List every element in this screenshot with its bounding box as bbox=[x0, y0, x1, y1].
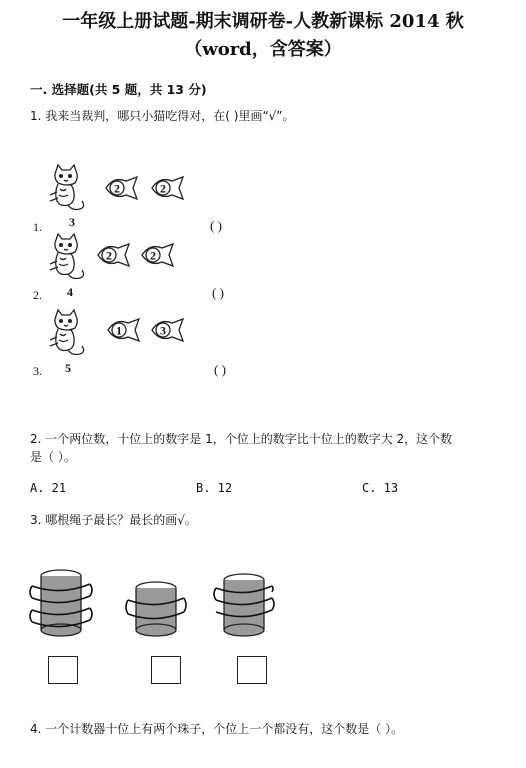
fish-icon bbox=[104, 175, 138, 201]
fish-number: 3 bbox=[160, 323, 166, 338]
option-a[interactable]: A. 21 bbox=[30, 481, 67, 495]
cat-icon bbox=[48, 234, 88, 284]
answer-paren[interactable]: ( ) bbox=[214, 362, 226, 377]
document-title-line1: 一年级上册试题-期末调研卷-人教新课标 2014 秋 bbox=[62, 11, 464, 32]
fish-number: 2 bbox=[150, 248, 156, 263]
row-label: 3. bbox=[33, 364, 42, 378]
fish-number: 2 bbox=[160, 181, 166, 196]
option-c[interactable]: C. 13 bbox=[362, 481, 399, 495]
answer-paren[interactable]: ( ) bbox=[212, 285, 224, 300]
fish-icon bbox=[140, 242, 174, 268]
document-title-line2: （word，含答案） bbox=[184, 39, 342, 60]
rope-drum-illustration bbox=[212, 572, 276, 640]
question-2-stem-line1: 2. 一个两位数，十位上的数字是 1，个位上的数字比十位上的数字大 2，这个数 bbox=[30, 432, 453, 446]
row-label: 2. bbox=[33, 288, 42, 302]
answer-box[interactable] bbox=[237, 656, 267, 684]
question-1-stem: 1. 我来当裁判，哪只小猫吃得对，在( )里画“√”。 bbox=[30, 109, 295, 123]
answer-box[interactable] bbox=[151, 656, 181, 684]
question-4-stem: 4. 一个计数器十位上有两个珠子，个位上一个都没有，这个数是（ ）。 bbox=[30, 722, 404, 736]
fish-icon bbox=[150, 175, 184, 201]
rope-drum-illustration bbox=[28, 568, 94, 640]
question-3-stem: 3. 哪根绳子最长？最长的画√。 bbox=[30, 513, 197, 527]
section-heading: 一. 选择题(共 5 题，共 13 分) bbox=[30, 82, 207, 97]
fish-icon bbox=[150, 317, 184, 343]
fish-number: 1 bbox=[116, 323, 122, 338]
fish-icon bbox=[96, 242, 130, 268]
answer-paren[interactable]: ( ) bbox=[210, 218, 222, 233]
cat-icon bbox=[48, 165, 88, 215]
rope-drum-illustration bbox=[126, 580, 186, 640]
fish-icon bbox=[106, 317, 140, 343]
row-label: 1. bbox=[33, 220, 42, 234]
fish-number: 2 bbox=[106, 248, 112, 263]
option-b[interactable]: B. 12 bbox=[196, 481, 233, 495]
cat-number: 3 bbox=[69, 215, 75, 229]
question-2-stem-line2: 是（ ）。 bbox=[30, 450, 76, 464]
cat-icon bbox=[48, 310, 88, 360]
cat-number: 4 bbox=[67, 285, 73, 299]
answer-box[interactable] bbox=[48, 656, 78, 684]
cat-number: 5 bbox=[65, 361, 71, 375]
fish-number: 2 bbox=[114, 181, 120, 196]
